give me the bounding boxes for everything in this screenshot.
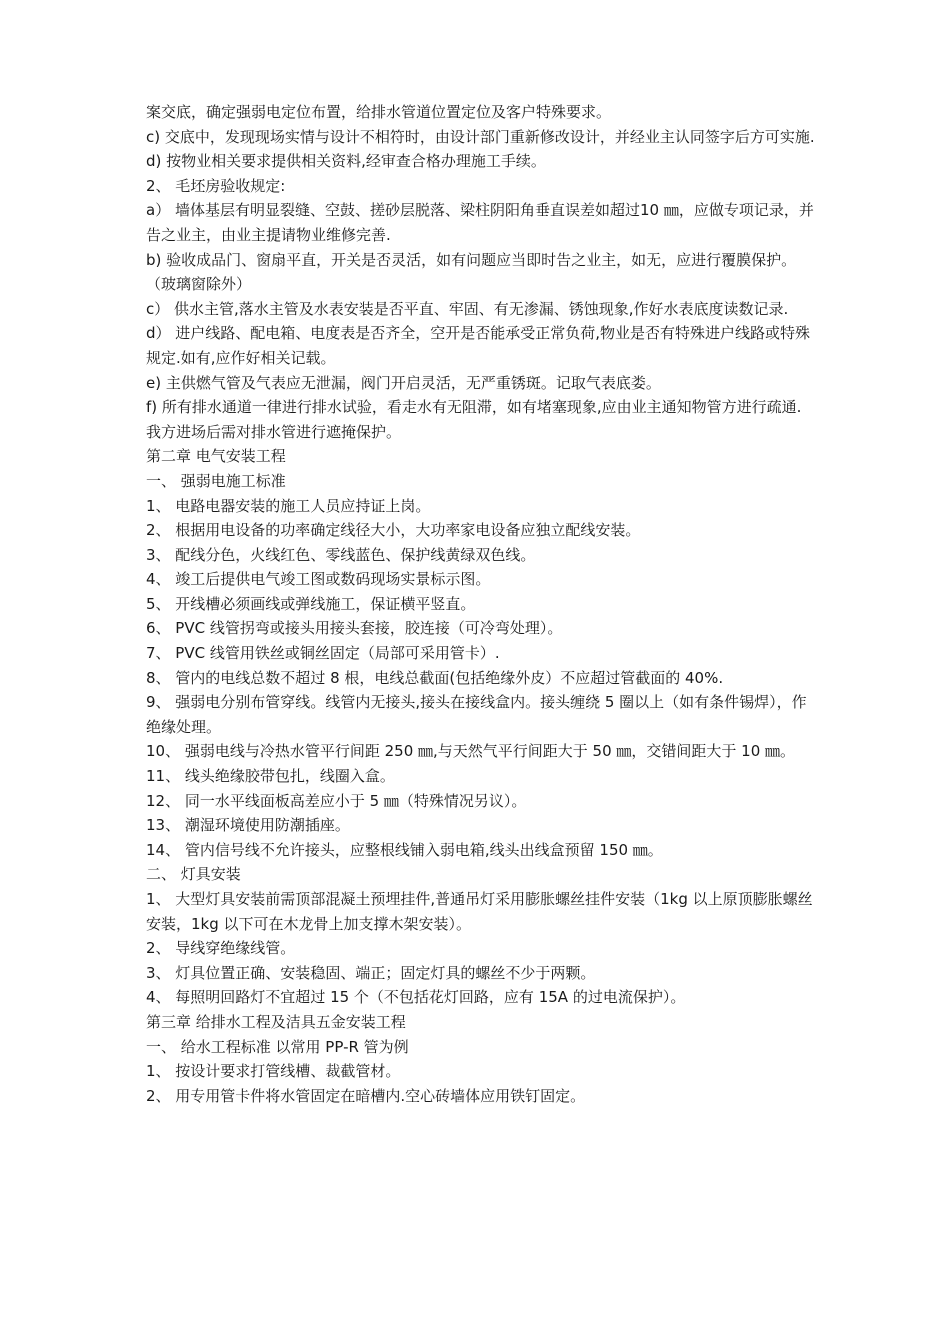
list-item: 1、 大型灯具安装前需顶部混凝土预埋挂件,普通吊灯采用膨胀螺丝挂件安装（1kg 以上原顶膨胀螺丝安装，1kg 以下可在木龙骨上加支撑木架安装）。: [146, 890, 813, 933]
list-item: 6、 PVC 线管拐弯或接头用接头套接，胶连接（可冷弯处理）。: [146, 619, 563, 638]
list-item: 10、 强弱电线与冷热水管平行间距 250 ㎜,与天然气平行间距大于 50 ㎜，交错间距大于 10 ㎜。: [146, 742, 796, 761]
list-item: 2、 导线穿绝缘线管。: [146, 939, 296, 958]
list-item: 14、 管内信号线不允许接头，应整根线铺入弱电箱,线头出线盒预留 150 ㎜。: [146, 840, 663, 859]
list-item: 8、 管内的电线总数不超过 8 根，电线总截面(包括绝缘外皮）不应超过管截面的 40%.: [146, 668, 724, 687]
list-item: 3、 配线分色，火线红色、零线蓝色、保护线黄绿双色线。: [146, 545, 536, 564]
text-line: d） 进户线路、配电箱、电度表是否齐全，空开是否能承受正常负荷,物业是否有特殊进户线路或特殊规定.如有,应作好相关记载。: [146, 324, 811, 367]
list-item: 3、 灯具位置正确、安装稳固、端正；固定灯具的螺丝不少于两颗。: [146, 963, 596, 982]
section-heading: 2、 毛坯房验收规定:: [146, 176, 286, 195]
section-heading: 一、 给水工程标准 以常用 PP-R 管为例: [146, 1037, 409, 1056]
text-line: c） 供水主管,落水主管及水表安装是否平直、牢固、有无渗漏、锈蚀现象,作好水表底度读数记录.: [146, 299, 789, 318]
list-item: 2、 根据用电设备的功率确定线径大小，大功率家电设备应独立配线安装。: [146, 521, 641, 540]
chapter-heading: 第三章 给排水工程及洁具五金安装工程: [146, 1012, 406, 1031]
section-heading: 一、 强弱电施工标准: [146, 471, 286, 490]
text-line: e) 主供燃气管及气表应无泄漏，阀门开启灵活，无严重锈斑。记取气表底娄。: [146, 373, 661, 392]
text-line: 案交底，确定强弱电定位布置，给排水管道位置定位及客户特殊要求。: [146, 103, 612, 121]
document-body: [146, 100, 816, 1108]
text-line: c) 交底中，发现现场实情与设计不相符时，由设计部门重新修改设计，并经业主认同签字后方可实施.: [146, 127, 815, 146]
list-item: 1、 按设计要求打管线槽、裁截管材。: [146, 1062, 401, 1081]
text-line: a） 墙体基层有明显裂缝、空鼓、搓砂层脱落、梁柱阴阳角垂直误差如超过10 ㎜，应做专项记录，并告之业主，由业主提请物业维修完善.: [146, 201, 814, 244]
list-item: 4、 每照明回路灯不宜超过 15 个（不包括花灯回路，应有 15A 的过电流保护）。: [146, 988, 686, 1007]
chapter-heading: 第二章 电气安装工程: [146, 447, 286, 466]
list-item: 7、 PVC 线管用铁丝或铜丝固定（局部可采用管卡）.: [146, 644, 500, 663]
list-item: 5、 开线槽必须画线或弹线施工，保证横平竖直。: [146, 594, 476, 613]
list-item: 11、 线头绝缘胶带包扎，线圈入盒。: [146, 767, 395, 786]
list-item: 13、 潮湿环境使用防潮插座。: [146, 816, 350, 835]
list-item: 1、 电路电器安装的施工人员应持证上岗。: [146, 496, 431, 515]
text-line: f) 所有排水通道一律进行排水试验，看走水有无阻滞，如有堵塞现象,应由业主通知物管方进行疏通.我方进场后需对排水管进行遮掩保护。: [146, 398, 802, 441]
list-item: 9、 强弱电分别布管穿线。线管内无接头,接头在接线盒内。接头缠绕 5 圈以上（如有条件锡焊），作绝缘处理。: [146, 693, 807, 736]
text-line: d) 按物业相关要求提供相关资料,经审查合格办理施工手续。: [146, 152, 546, 171]
list-item: 2、 用专用管卡件将水管固定在暗槽内.空心砖墙体应用铁钉固定。: [146, 1086, 586, 1105]
list-item: 4、 竣工后提供电气竣工图或数码现场实景标示图。: [146, 570, 491, 589]
text-line: b) 验收成品门、窗扇平直，开关是否灵活，如有问题应当即时告之业主，如无，应进行覆膜保护。（玻璃窗除外）: [146, 250, 797, 294]
section-heading: 二、 灯具安装: [146, 865, 241, 884]
list-item: 12、 同一水平线面板高差应小于 5 ㎜（特殊情况另议）。: [146, 791, 527, 810]
